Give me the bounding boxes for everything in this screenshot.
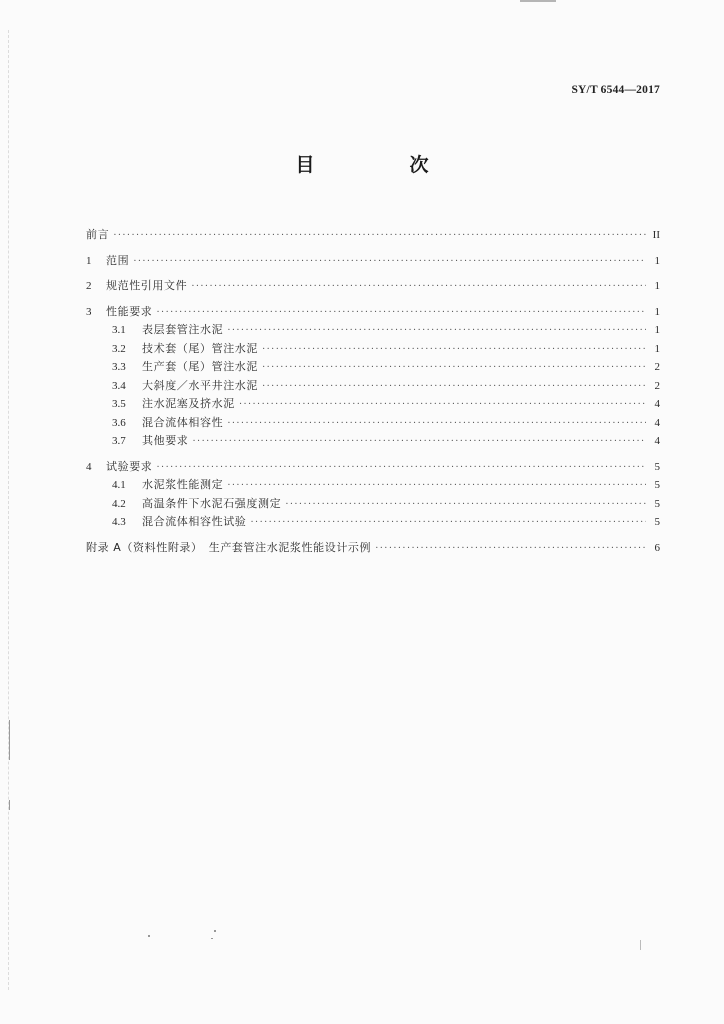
toc-entry-section-4-2[interactable] (86, 495, 660, 514)
toc-entry-number: 2 (86, 280, 92, 292)
toc-leader-dots (375, 540, 646, 559)
toc-entry-page: 5 (654, 479, 660, 491)
toc-entry-section-4-1[interactable] (86, 476, 660, 495)
scan-speck (214, 930, 216, 932)
toc-entry-number: 3.4 (112, 379, 126, 392)
toc-entry-section-2[interactable] (86, 277, 660, 296)
toc-entry-number: 3.5 (112, 398, 126, 410)
toc-leader-dots (239, 396, 646, 415)
toc-entry-title: 混合流体相容性试验 (142, 515, 247, 528)
toc-entry-section-4-3[interactable] (86, 513, 660, 532)
toc-entry-page: 4 (654, 435, 660, 447)
toc-entry-page: 4 (654, 416, 660, 429)
toc-entry-title: 表层套管注水泥 (142, 323, 224, 336)
toc-entry-appendix-a[interactable] (86, 539, 660, 558)
toc-entry-number: 3.2 (112, 342, 126, 355)
toc-entry-page: 5 (654, 460, 660, 473)
toc-entry-page: 1 (654, 342, 660, 355)
toc-entry-title: 注水泥塞及挤水泥 (142, 397, 235, 410)
toc-entry-title: 范围 (106, 253, 130, 267)
toc-leader-dots (227, 477, 646, 496)
toc-entry-section-3-3[interactable] (86, 358, 660, 377)
toc-leader-dots (191, 278, 646, 297)
toc-entry-page: II (652, 229, 660, 241)
toc-entry-title: 试验要求 (106, 459, 153, 473)
toc-entry-title: 性能要求 (106, 304, 153, 318)
toc-entry-page: 5 (654, 516, 660, 528)
scan-artifact-mark (9, 720, 10, 760)
toc-leader-dots (113, 227, 646, 246)
toc-entry-title: 高温条件下水泥石强度测定 (142, 496, 282, 510)
toc-entry-title: 附录 A（资料性附录） 生产套管注水泥浆性能设计示例 (86, 540, 372, 554)
toc-entry-title: 水泥浆性能测定 (142, 478, 224, 491)
toc-entry-number: 4.3 (112, 516, 126, 528)
toc-entry-page: 1 (654, 305, 660, 318)
toc-leader-dots (227, 322, 646, 341)
toc-entry-number: 4 (86, 460, 92, 473)
toc-entry-page: 1 (654, 324, 660, 336)
toc-entry-page: 6 (654, 541, 660, 554)
toc-leader-dots (250, 514, 646, 533)
toc-leader-dots (156, 304, 646, 323)
scan-artifact-top (520, 0, 556, 2)
toc-leader-dots (262, 341, 646, 360)
toc-entry-title: 混合流体相容性 (142, 415, 224, 429)
toc-entry-page: 2 (654, 379, 660, 392)
toc-entry-section-3-1[interactable] (86, 321, 660, 340)
toc-entry-page: 2 (654, 361, 660, 373)
toc-entry-title: 其他要求 (142, 434, 189, 447)
toc-entry-page: 1 (654, 280, 660, 292)
toc-entry-page: 4 (654, 398, 660, 410)
toc-entry-section-3-7[interactable] (86, 432, 660, 451)
scan-artifact-mark (640, 940, 641, 950)
toc-entry-number: 3.3 (112, 361, 126, 373)
toc-entry-foreword[interactable] (86, 226, 660, 245)
scan-speck (148, 935, 150, 937)
toc-entry-title: 技术套（尾）管注水泥 (142, 341, 258, 355)
toc-entry-number: 3.1 (112, 324, 126, 336)
table-of-contents (86, 226, 660, 557)
toc-entry-section-3[interactable] (86, 303, 660, 322)
toc-entry-number: 3.7 (112, 435, 126, 447)
toc-entry-section-1[interactable] (86, 252, 660, 271)
toc-leader-dots (133, 253, 646, 272)
toc-entry-number: 3 (86, 305, 92, 318)
toc-leader-dots (156, 459, 646, 478)
standard-code: SY/T 6544—2017 (571, 84, 660, 96)
scan-speck (211, 938, 213, 939)
toc-entry-section-3-2[interactable] (86, 340, 660, 359)
toc-entry-section-3-6[interactable] (86, 414, 660, 433)
toc-leader-dots (227, 415, 646, 434)
toc-heading: 目 次 (295, 154, 467, 176)
toc-leader-dots (192, 433, 646, 452)
toc-leader-dots (262, 359, 646, 378)
toc-entry-title: 规范性引用文件 (106, 279, 188, 292)
toc-entry-section-4[interactable] (86, 458, 660, 477)
toc-leader-dots (262, 378, 646, 397)
scan-artifact-mark (9, 800, 10, 810)
toc-entry-title: 大斜度／水平井注水泥 (142, 378, 258, 392)
toc-entry-number: 1 (86, 254, 92, 267)
toc-entry-number: 4.1 (112, 479, 126, 491)
toc-entry-page: 1 (654, 254, 660, 267)
toc-entry-section-3-4[interactable] (86, 377, 660, 396)
toc-entry-section-3-5[interactable] (86, 395, 660, 414)
toc-leader-dots (285, 496, 646, 515)
toc-entry-page: 5 (654, 497, 660, 510)
toc-entry-number: 4.2 (112, 497, 126, 510)
toc-entry-number: 3.6 (112, 416, 126, 429)
toc-entry-title: 生产套（尾）管注水泥 (142, 360, 258, 373)
toc-entry-title: 前言 (86, 228, 110, 241)
